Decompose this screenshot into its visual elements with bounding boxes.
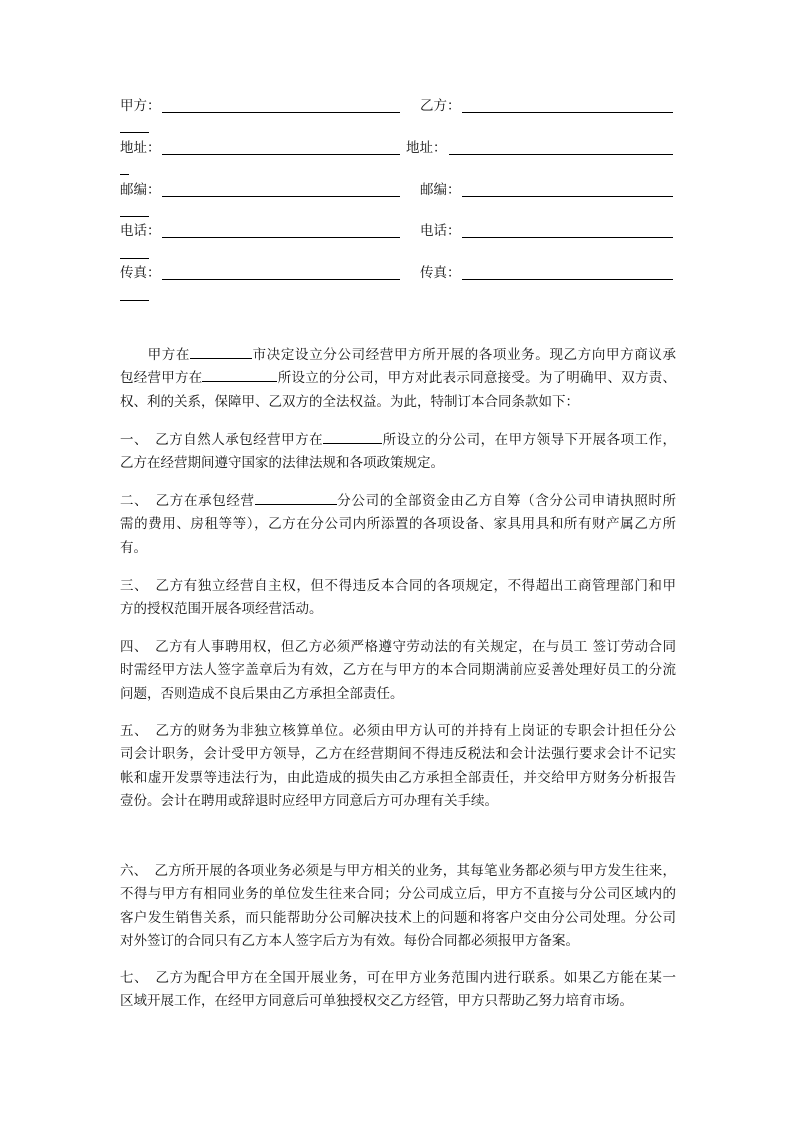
clause-line — [120, 490, 676, 513]
clause-line: 客户发生销售关系，而只能帮助分公司解决技术上的问题和将客户交由分公司处理。分公司 — [120, 909, 676, 926]
clause-1-blank[interactable] — [323, 429, 382, 444]
intro-line — [120, 344, 676, 367]
postcode-b-blank-wrap — [120, 216, 149, 217]
address-b-blank-wrap — [120, 174, 129, 175]
clause-text: 分公司的全部资金由乙方自筹（含分公司申请执照时所 — [336, 493, 677, 509]
intro-line: 权、利的关系，保障甲、乙双方的全法权益。为此，特制订本合同条款如下： — [120, 393, 579, 410]
clause-4 — [120, 636, 676, 706]
intro-text: 甲方在 — [147, 347, 191, 363]
clause-line: 区域开展工作，在经甲方同意后可单独授权交乙方经管，甲方只帮助乙努力培育市场。 — [120, 993, 633, 1010]
party-b-label: 乙方： — [420, 98, 461, 114]
postcode-a-label: 邮编： — [120, 182, 161, 198]
fax-b-blank[interactable] — [462, 279, 673, 280]
clause-line: 方的授权范围开展各项经营活动。 — [120, 601, 323, 618]
clause-7 — [120, 967, 676, 1014]
clause-line: 不得与甲方有相同业务的单位发生往来合同；分公司成立后，甲方不直接与分公司区域内的 — [120, 886, 676, 903]
fax-a-blank[interactable] — [162, 279, 400, 280]
address-row — [120, 137, 673, 159]
address-a-label: 地址： — [120, 140, 161, 156]
postcode-a-blank[interactable] — [162, 196, 400, 197]
clause-line: 有。 — [120, 539, 147, 556]
clause-3 — [120, 575, 676, 622]
city-blank[interactable] — [190, 344, 252, 359]
party-row — [120, 95, 673, 117]
phone-b-blank[interactable] — [462, 237, 673, 238]
fax-b-blank-wrap — [120, 300, 149, 301]
clause-5 — [120, 720, 676, 814]
clause-2 — [120, 490, 676, 560]
postcode-b-label: 邮编： — [420, 182, 461, 198]
clause-line: 需的费用、房租等等），乙方在分公司内所添置的各项设备、家具用具和所有财产属乙方所 — [120, 516, 676, 533]
phone-a-blank[interactable] — [162, 237, 400, 238]
clause-line: 七、 乙方为配合甲方在全国开展业务，可在甲方业务范围内进行联系。如果乙方能在某一 — [120, 970, 676, 986]
clause-text: 二、 乙方在承包经营 — [120, 493, 255, 509]
address-b-label: 地址： — [406, 140, 447, 156]
intro-text: 包经营甲方在 — [120, 370, 203, 387]
intro-line — [120, 367, 676, 390]
clause-line: 帐和虚开发票等违法行为，由此造成的损失由乙方承担全部责任，并交给甲方财务分析报告 — [120, 769, 676, 786]
phone-a-label: 电话： — [120, 223, 161, 239]
clause-line — [120, 429, 676, 452]
party-b-blank-wrap — [120, 132, 149, 133]
postcode-row — [120, 179, 673, 201]
clause-line: 六、 乙方所开展的各项业务必须是与甲方相关的业务，其每笔业务都必须与甲方发生往来， — [120, 863, 676, 879]
address-a-blank[interactable] — [162, 154, 400, 155]
clause-line: 五、 乙方的财务为非独立核算单位。必须由甲方认可的并持有上岗证的专职会计担任分公 — [120, 723, 676, 739]
clause-text: 一、 乙方自然人承包经营甲方在 — [120, 432, 324, 448]
clause-line: 乙方在经营期间遵守国家的法律法规和各项政策规定。 — [120, 455, 444, 472]
clause-text: 所设立的分公司，在甲方领导下开展各项工作， — [382, 432, 677, 448]
fax-a-label: 传真： — [120, 265, 161, 281]
phone-row — [120, 220, 673, 242]
clause-line: 壹份。会计在聘用或辞退时应经甲方同意后方可办理有关手续。 — [120, 793, 498, 810]
clause-6 — [120, 860, 676, 954]
party-b-blank[interactable] — [462, 112, 673, 113]
postcode-b-blank[interactable] — [462, 196, 673, 197]
clause-line: 对外签订的合同只有乙方本人签字后方为有效。每份合同都必须报甲方备案。 — [120, 933, 579, 950]
clause-2-blank[interactable] — [255, 490, 337, 505]
clause-line: 四、 乙方有人事聘用权，但乙方必须严格遵守劳动法的有关规定，在与员工 签订劳动合同 — [120, 639, 676, 655]
fax-b-label: 传真： — [420, 265, 461, 281]
clause-line: 司会计职务，会计受甲方领导，乙方在经营期间不得违反税法和会计法强行要求会计不记实 — [120, 746, 676, 763]
phone-b-blank-wrap — [120, 258, 149, 259]
phone-b-label: 电话： — [420, 223, 461, 239]
party-a-label: 甲方： — [120, 98, 161, 114]
clause-line: 三、 乙方有独立经营自主权，但不得违反本合同的各项规定，不得超出工商管理部门和甲 — [120, 578, 676, 594]
clause-1 — [120, 429, 676, 476]
intro-text: 市决定设立分公司经营甲方所开展的各项业务。现乙方向甲方商议承 — [252, 347, 677, 363]
location-blank[interactable] — [202, 367, 277, 382]
clause-line: 时需经甲方法人签字盖章后为有效，乙方在与甲方的本合同期满前应妥善处理好员工的分流 — [120, 662, 676, 679]
intro-paragraph — [120, 344, 676, 414]
intro-text: 所设立的分公司，甲方对此表示同意接受。为了明确甲、双方责、 — [277, 370, 677, 387]
fax-row — [120, 262, 673, 284]
address-b-blank[interactable] — [449, 154, 673, 155]
clause-line: 问题，否则造成不良后果由乙方承担全部责任。 — [120, 685, 404, 702]
party-a-blank[interactable] — [162, 112, 400, 113]
